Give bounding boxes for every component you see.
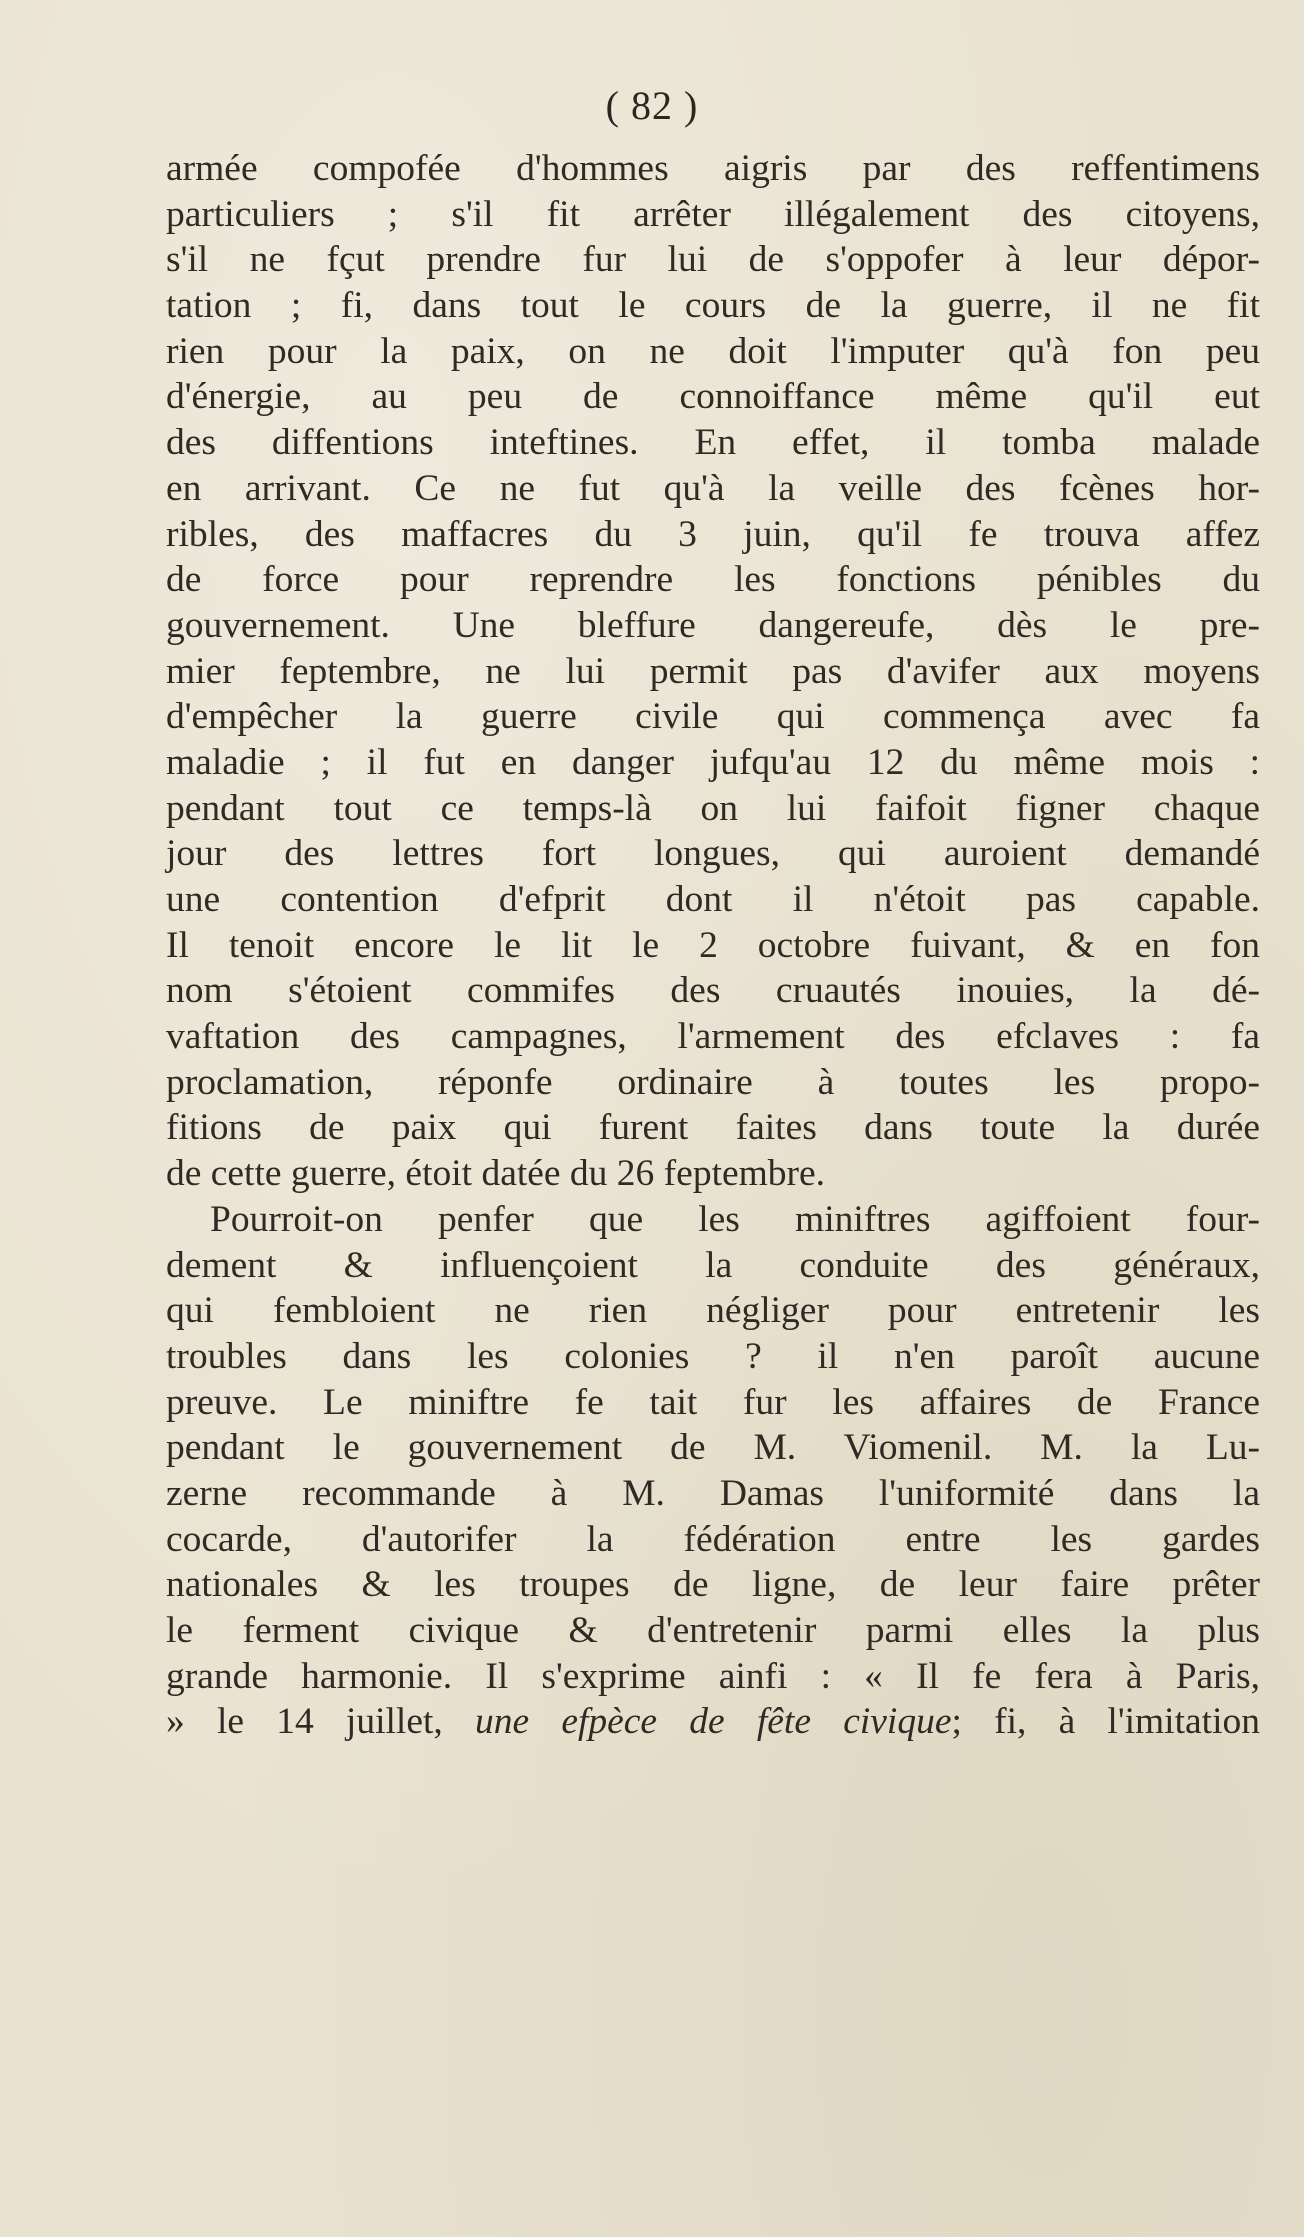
text-line-final [166, 1699, 1260, 1745]
text-line: d'empêcher la guerre civile qui commença avec fa [166, 696, 1260, 738]
text-line: ribles, des maffacres du 3 juin, qu'il fe trouva affez [166, 513, 1260, 555]
text-line: mier feptembre, ne lui permit pas d'avifer aux moyens [166, 650, 1260, 692]
final-line-end: ; fi, à l'imitation [951, 1701, 1260, 1743]
text-line: Pourroit-on penfer que les miniftres agiffoient four- [210, 1198, 1260, 1240]
text-line: en arrivant. Ce ne fut qu'à la veille des fcènes hor- [166, 467, 1260, 509]
text-line: proclamation, réponfe ordinaire à toutes les propo- [166, 1061, 1260, 1103]
text-line: armée compofée d'hommes aigris par des reffentimens [166, 148, 1260, 189]
text-line: une contention d'efprit dont il n'étoit pas capable. [166, 879, 1260, 920]
text-line: jour des lettres fort longues, qui auroient demandé [166, 833, 1260, 875]
text-line: Il tenoit encore le lit le 2 octobre fuivant, & en fon [166, 924, 1260, 966]
text-line: zerne recommande à M. Damas l'uniformité dans la [166, 1472, 1260, 1514]
text-line: dement & influençoient la conduite des généraux, [166, 1244, 1260, 1286]
text-line: vaftation des campagnes, l'armement des efclaves : fa [166, 1016, 1260, 1058]
text-line: pendant le gouvernement de M. Viomenil. M. la Lu- [166, 1427, 1260, 1469]
text-line: nom s'étoient commifes des cruautés inouies, la dé- [166, 970, 1260, 1012]
text-line: s'il ne fçut prendre fur lui de s'oppofer à leur dépor- [166, 239, 1260, 281]
text-line: troubles dans les colonies ? il n'en paroît aucune [166, 1335, 1260, 1377]
body-text [166, 146, 1260, 1745]
text-line: cocarde, d'autorifer la fédération entre les gardes [166, 1518, 1260, 1560]
text-line: particuliers ; s'il fit arrêter illégalement des citoyens, [166, 193, 1260, 235]
text-line: fitions de paix qui furent faites dans toute la durée [166, 1107, 1260, 1149]
text-line: le ferment civique & d'entretenir parmi elles la plus [166, 1610, 1260, 1651]
text-line: tation ; fi, dans tout le cours de la guerre, il ne fit [166, 285, 1260, 327]
text-line: des diffentions inteftines. En effet, il tomba malade [166, 422, 1260, 464]
text-line: nationales & les troupes de ligne, de leur faire prêter [166, 1564, 1260, 1606]
text-line: preuve. Le miniftre fe tait fur les affaires de France [166, 1381, 1260, 1423]
text-line: rien pour la paix, on ne doit l'imputer qu'à fon peu [166, 330, 1260, 372]
text-line: qui fembloient ne rien négliger pour entretenir les [166, 1290, 1260, 1332]
final-line-start: » le 14 juillet, [166, 1701, 443, 1743]
text-line: de force pour reprendre les fonctions pénibles du [166, 559, 1260, 601]
text-line: d'énergie, au peu de connoiffance même qu'il eut [166, 376, 1260, 418]
final-line-italic: une efpèce de fête civique [474, 1701, 952, 1743]
text-line: gouvernement. Une bleffure dangereufe, dès le pre- [166, 604, 1260, 646]
text-line: maladie ; il fut en danger jufqu'au 12 du même mois : [166, 741, 1260, 783]
page-number: ( 82 ) [605, 83, 699, 128]
text-line: de cette guerre, étoit datée du 26 feptembre. [166, 1153, 826, 1195]
text-line: pendant tout ce temps-là on lui faifoit figner chaque [166, 787, 1260, 829]
text-line: grande harmonie. Il s'exprime ainfi : « Il fe fera à Paris, [166, 1655, 1260, 1697]
